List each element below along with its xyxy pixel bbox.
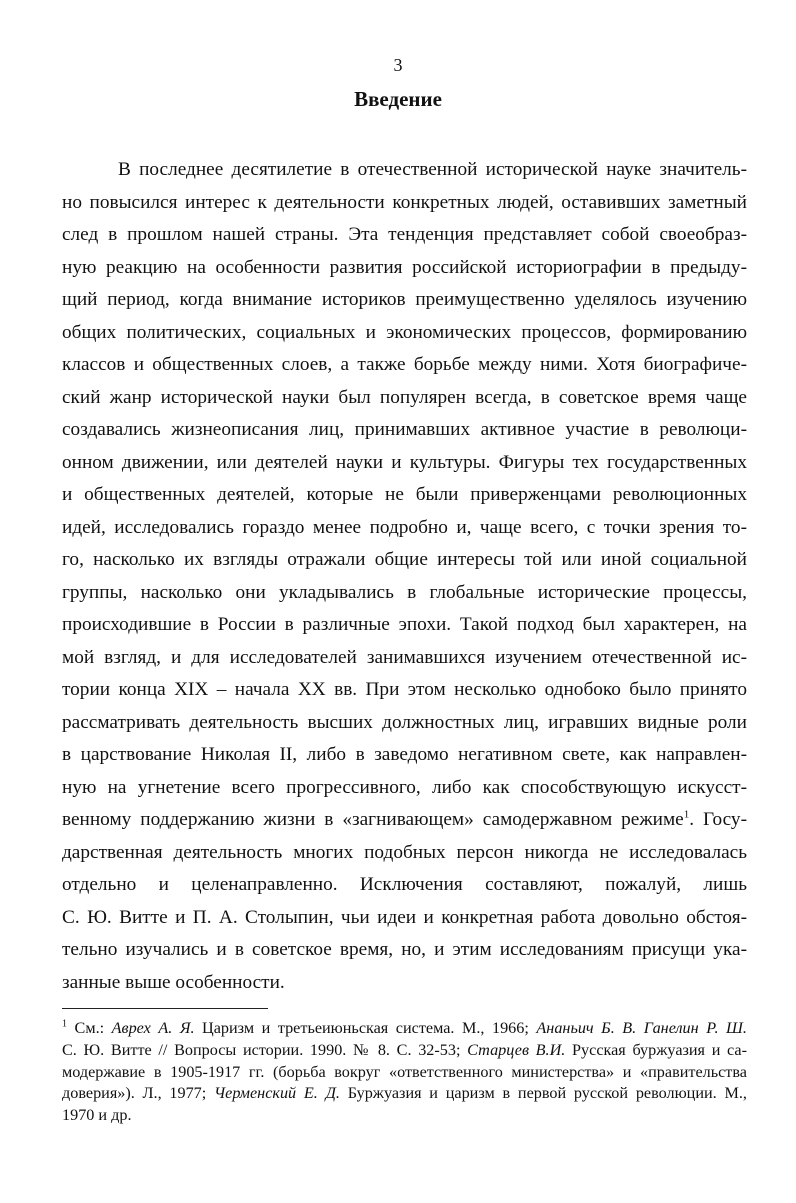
text-line: ную реакцию на особенности развития российской историографии в предыду- bbox=[62, 256, 747, 278]
footnote-marker: 1 bbox=[62, 1018, 67, 1030]
text-line: ную на угнетение всего прогрессивного, либо как способствующую искусст- bbox=[62, 776, 747, 798]
author-name: Ананьич Б. В. Ганелин Р. Ш. bbox=[536, 1019, 747, 1037]
footnote-line bbox=[62, 1083, 747, 1105]
text-line: тельно изучались и в советское время, но, и этим исследованиям присущи ука- bbox=[62, 939, 747, 960]
footnote-divider bbox=[62, 1008, 268, 1009]
text-line: рассматривать деятельность высших должностных лиц, игравших видные роли bbox=[62, 711, 747, 733]
text-line bbox=[62, 804, 747, 837]
text-line: классов и общественных слоев, а также борьбе между ними. Хотя биографиче- bbox=[62, 354, 747, 375]
footnote-reference[interactable]: 1 bbox=[683, 808, 690, 821]
page-number: 3 bbox=[393, 55, 403, 75]
footnote-line: 1970 и др. bbox=[62, 1106, 132, 1125]
author-name: Старцев В.И. bbox=[467, 1040, 566, 1059]
text-line: общих политических, социальных и экономических процессов, формированию bbox=[62, 321, 747, 343]
text-segment: доверия»). Л., 1977; bbox=[62, 1084, 215, 1103]
body-paragraph bbox=[62, 154, 747, 999]
text-segment: Царизм и третьеиюньская система. М., 1966; bbox=[194, 1019, 537, 1037]
text-segment: венному поддержанию жизни в «загнивающем» самодержавном режиме bbox=[62, 809, 684, 830]
text-line: ский жанр исторической науки был популярен всегда, в советское время чаще bbox=[62, 386, 747, 408]
text-segment: С. Ю. Витте // Вопросы истории. 1990. № 8. С. 32-53; bbox=[62, 1040, 468, 1059]
text-line: отдельно и целенаправленно. Исключения составляют, пожалуй, лишь bbox=[62, 874, 747, 895]
text-line: онном движении, или деятелей науки и культуры. Фигуры тех государственных bbox=[62, 451, 747, 473]
text-line: в царствование Николая II, либо в заведомо негативном свете, как направлен- bbox=[62, 744, 747, 765]
text-line: и общественных деятелей, которые не были приверженцами революционных bbox=[62, 484, 747, 505]
footnote bbox=[62, 1018, 747, 1127]
text-segment: См.: bbox=[67, 1019, 112, 1037]
text-segment: Русская буржуазия и са- bbox=[565, 1040, 748, 1059]
text-line: В последнее десятилетие в отечественной исторической науке значитель- bbox=[118, 159, 747, 180]
page-title: Введение bbox=[354, 87, 442, 111]
text-line: дарственная деятельность многих подобных персон никогда не исследовалась bbox=[62, 841, 747, 863]
text-line: С. Ю. Витте и П. А. Столыпин, чьи идеи и конкретная работа довольно обстоя- bbox=[62, 906, 747, 928]
text-line: создавались жизнеописания лиц, принимавших активное участие в революци- bbox=[62, 419, 747, 440]
footnote-line bbox=[62, 1040, 747, 1062]
author-name: Черменский Е. Д. bbox=[214, 1084, 340, 1103]
footnote-line: модержавие в 1905-1917 гг. (борьба вокруг «ответственного министерства» и «правительства bbox=[62, 1062, 747, 1081]
author-name: Аврех А. Я. bbox=[111, 1019, 195, 1037]
text-line: идей, исследовались гораздо менее подробно и, чаще всего, с точки зрения то- bbox=[62, 516, 747, 538]
text-segment: Буржуазия и царизм в первой русской революции. М., bbox=[339, 1084, 747, 1103]
text-line: го, насколько их взгляды отражали общие интересы той или иной социальной bbox=[62, 549, 747, 570]
text-line: происходившие в России в различные эпохи. Такой подход был характерен, на bbox=[62, 614, 747, 635]
text-line: занные выше особенности. bbox=[62, 971, 285, 993]
text-line: тории конца XIX – начала XX вв. При этом несколько однобоко было принято bbox=[62, 679, 747, 700]
text-line: мой взгляд, и для исследователей занимавшихся изучением отечественной ис- bbox=[62, 646, 747, 668]
text-line: щий период, когда внимание историков преимущественно уделялось изучению bbox=[62, 289, 747, 310]
footnote-line bbox=[62, 1018, 747, 1040]
text-line: группы, насколько они укладывались в глобальные исторические процессы, bbox=[62, 581, 747, 603]
text-line: след в прошлом нашей страны. Эта тенденция представляет собой своеобраз- bbox=[62, 224, 747, 245]
text-segment: . Госу- bbox=[689, 809, 747, 830]
text-line: но повысился интерес к деятельности конкретных людей, оставивших заметный bbox=[62, 191, 747, 213]
